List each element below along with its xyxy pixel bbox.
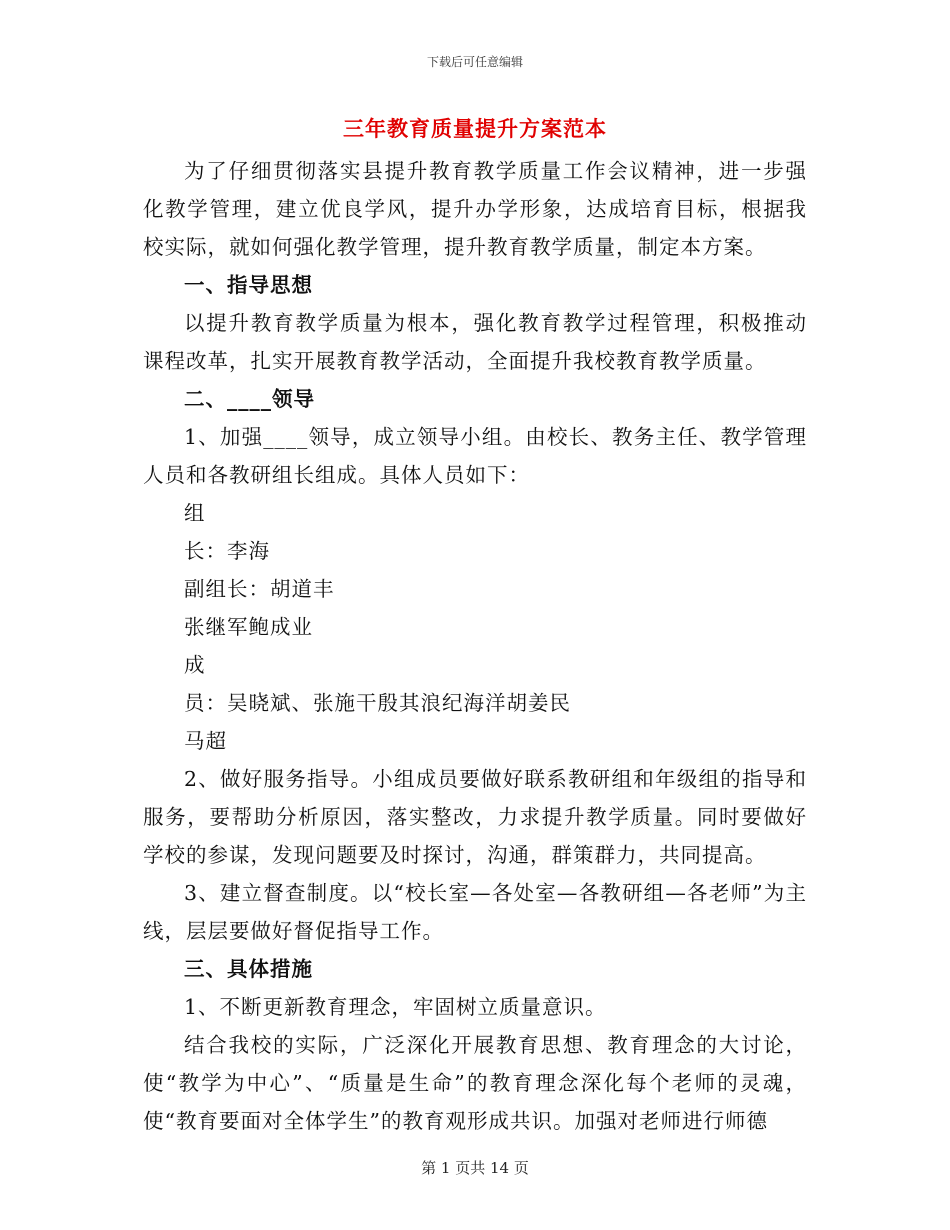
roster-line: 组	[184, 501, 206, 525]
roster-line: 马超	[184, 729, 227, 753]
paragraph: 为了仔细贯彻落实县提升教育教学质量工作会议精神，进一步强化教学管理，建立优良学风，提升办学形象，达成培育目标，根据我校实际，就如何强化教学管理，提升教育教学质量，制定本方案。	[143, 159, 807, 259]
roster-line: 员：吴晓斌、张施干殷其浪纪海洋胡姜民	[184, 691, 571, 715]
paragraph: 2、做好服务指导。小组成员要做好联系教研组和年级组的指导和服务，要帮助分析原因，落实整改，力求提升教学质量。同时要做好学校的参谋，发现问题要及时探讨，沟通，群策群力，共同提高。	[143, 767, 807, 867]
roster-line: 成	[184, 653, 206, 677]
document-body	[143, 152, 807, 1140]
paragraph: 1、加强____领导，成立领导小组。由校长、教务主任、教学管理人员和各教研组长组成。具体人员如下：	[143, 425, 807, 487]
roster-line: 长：李海	[184, 539, 270, 563]
page-number: 第 1 页共 14 页	[421, 1159, 529, 1177]
paragraph: 以提升教育教学质量为根本，强化教育教学过程管理，积极推动课程改革，扎实开展教育教学活动，全面提升我校教育教学质量。	[143, 311, 807, 373]
document-title: 三年教育质量提升方案范本	[343, 116, 607, 141]
section-heading: 三、具体措施	[184, 957, 313, 981]
download-note: 下载后可任意编辑	[426, 55, 523, 69]
section-heading: 一、指导思想	[184, 273, 313, 297]
section-heading: 二、____领导	[184, 387, 315, 411]
roster-line: 张继军鲍成业	[184, 615, 313, 639]
paragraph: 结合我校的实际，广泛深化开展教育思想、教育理念的大讨论，使“教学为中心”、“质量是生命”的教育理念深化每个老师的灵魂，使“教育要面对全体学生”的教育观形成共识。加强对老师进行师德	[143, 1033, 807, 1133]
paragraph: 3、建立督查制度。以“校长室—各处室—各教研组—各老师”为主线，层层要做好督促指导工作。	[143, 881, 807, 943]
paragraph: 1、不断更新教育理念，牢固树立质量意识。	[184, 995, 607, 1019]
roster-line: 副组长：胡道丰	[184, 577, 335, 601]
